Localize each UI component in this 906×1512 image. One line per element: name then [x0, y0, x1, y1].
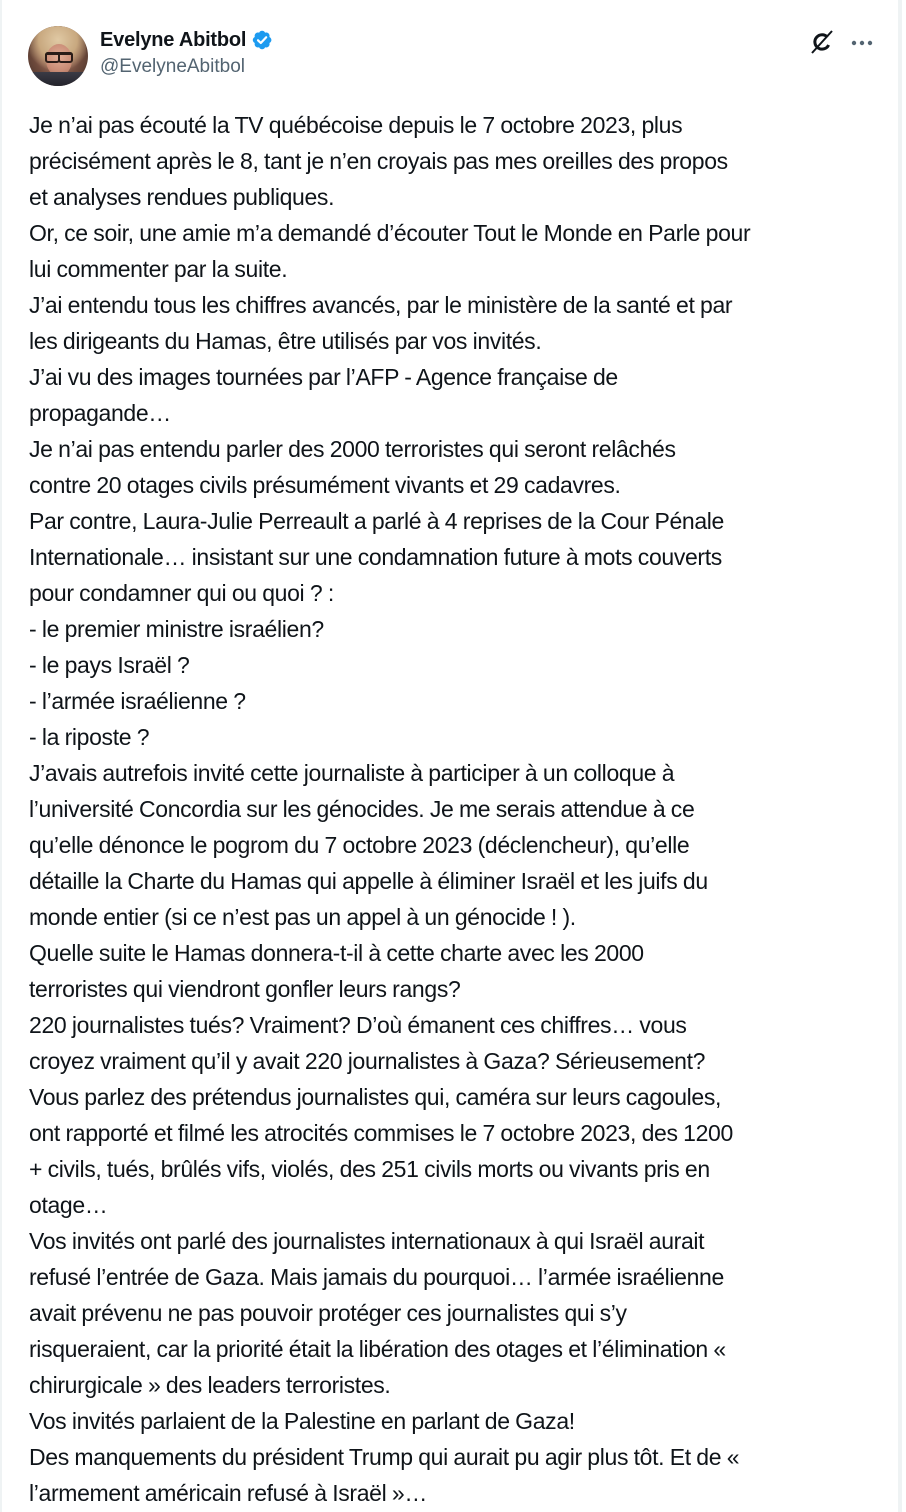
post-text-line: J’ai vu des images tournées par l’AFP - Agence française de [29, 364, 618, 390]
post-text-line: risqueraient, car la priorité était la libération des otages et l’élimination « [29, 1336, 726, 1362]
post-text-line: détaille la Charte du Hamas qui appelle à éliminer Israël et les juifs du [29, 868, 708, 894]
author-handle[interactable]: @EvelyneAbitbol [100, 56, 245, 77]
post-text-line: Vos invités parlaient de la Palestine en parlant de Gaza! [29, 1408, 575, 1434]
post-text-line: - le pays Israël ? [29, 652, 190, 678]
post-text-line: refusé l’entrée de Gaza. Mais jamais du pourquoi… l’armée israélienne [29, 1264, 724, 1290]
post-text-line: contre 20 otages civils présumément vivants et 29 cadavres. [29, 472, 621, 498]
post-text-line: et analyses rendues publiques. [29, 184, 335, 210]
more-options-icon[interactable] [850, 36, 874, 48]
post-text-line: pour condamner qui ou quoi ? : [29, 580, 334, 606]
post-text-line: Vous parlez des prétendus journalistes qui, caméra sur leurs cagoules, [29, 1084, 722, 1110]
post-text-line: Or, ce soir, une amie m’a demandé d’écouter Tout le Monde en Parle pour [29, 220, 751, 246]
post-text-line: Je n’ai pas entendu parler des 2000 terroristes qui seront relâchés [29, 436, 676, 462]
verified-badge-icon [251, 29, 273, 51]
post-text-line: J’ai entendu tous les chiffres avancés, par le ministère de la santé et par [29, 292, 733, 318]
post-header [28, 26, 898, 86]
author-info [100, 26, 273, 78]
post-text-line: l’armement américain refusé à Israël »… [29, 1480, 428, 1506]
post-text-line: l’université Concordia sur les génocides. Je me serais attendue à ce [29, 796, 695, 822]
post-text-line: précisément après le 8, tant je n’en croyais pas mes oreilles des propos [29, 148, 728, 174]
post-text-line: monde entier (si ce n’est pas un appel à un génocide ! ). [29, 904, 576, 930]
post-text-line: ont rapporté et filmé les atrocités commises le 7 octobre 2023, des 1200 [29, 1120, 733, 1146]
author-display-name[interactable]: Evelyne Abitbol [100, 28, 247, 51]
avatar-shirt [28, 72, 88, 86]
post-text-line: J’avais autrefois invité cette journaliste à participer à un colloque à [29, 760, 675, 786]
post-text-line: - le premier ministre israélien? [29, 616, 324, 642]
post-text-line: croyez vraiment qu’il y avait 220 journalistes à Gaza? Sérieusement? [29, 1048, 706, 1074]
post-text-line: otage… [29, 1192, 108, 1218]
post-text-line: Internationale… insistant sur une condamnation future à mots couverts [29, 544, 722, 570]
post-text-line: Je n’ai pas écouté la TV québécoise depuis le 7 octobre 2023, plus [29, 112, 683, 138]
avatar[interactable] [28, 26, 88, 86]
post-text-line: lui commenter par la suite. [29, 256, 288, 282]
post-text-line: terroristes qui viendront gonfler leurs rangs? [29, 976, 461, 1002]
post-text-line: propagande… [29, 400, 171, 426]
post-text-line: - la riposte ? [29, 724, 150, 750]
post-text-line: 220 journalistes tués? Vraiment? D’où émanent ces chiffres… vous [29, 1012, 687, 1038]
post-text-line: Des manquements du président Trump qui aurait pu agir plus tôt. Et de « [29, 1444, 740, 1470]
post-text-line: - l’armée israélienne ? [29, 688, 246, 714]
display-name-row [100, 26, 273, 54]
post-text-line: chirurgicale » des leaders terroristes. [29, 1372, 391, 1398]
post-text-line: Quelle suite le Hamas donnera-t-il à cette charte avec les 2000 [29, 940, 644, 966]
post-text-line: + civils, tués, brûlés vifs, violés, des 251 civils morts ou vivants pris en [29, 1156, 710, 1182]
post-text-line: avait prévenu ne pas pouvoir protéger ces journalistes qui s’y [29, 1300, 627, 1326]
grok-icon[interactable] [808, 28, 836, 56]
post-text [29, 107, 889, 1511]
post-text-line: qu’elle dénonce le pogrom du 7 octobre 2023 (déclencheur), qu’elle [29, 832, 690, 858]
post-text-line: les dirigeants du Hamas, être utilisés par vos invités. [29, 328, 542, 354]
post-text-line: Par contre, Laura-Julie Perreault a parlé à 4 reprises de la Cour Pénale [29, 508, 724, 534]
post-text-line: Vos invités ont parlé des journalistes internationaux à qui Israël aurait [29, 1228, 705, 1254]
avatar-glasses [45, 52, 73, 62]
